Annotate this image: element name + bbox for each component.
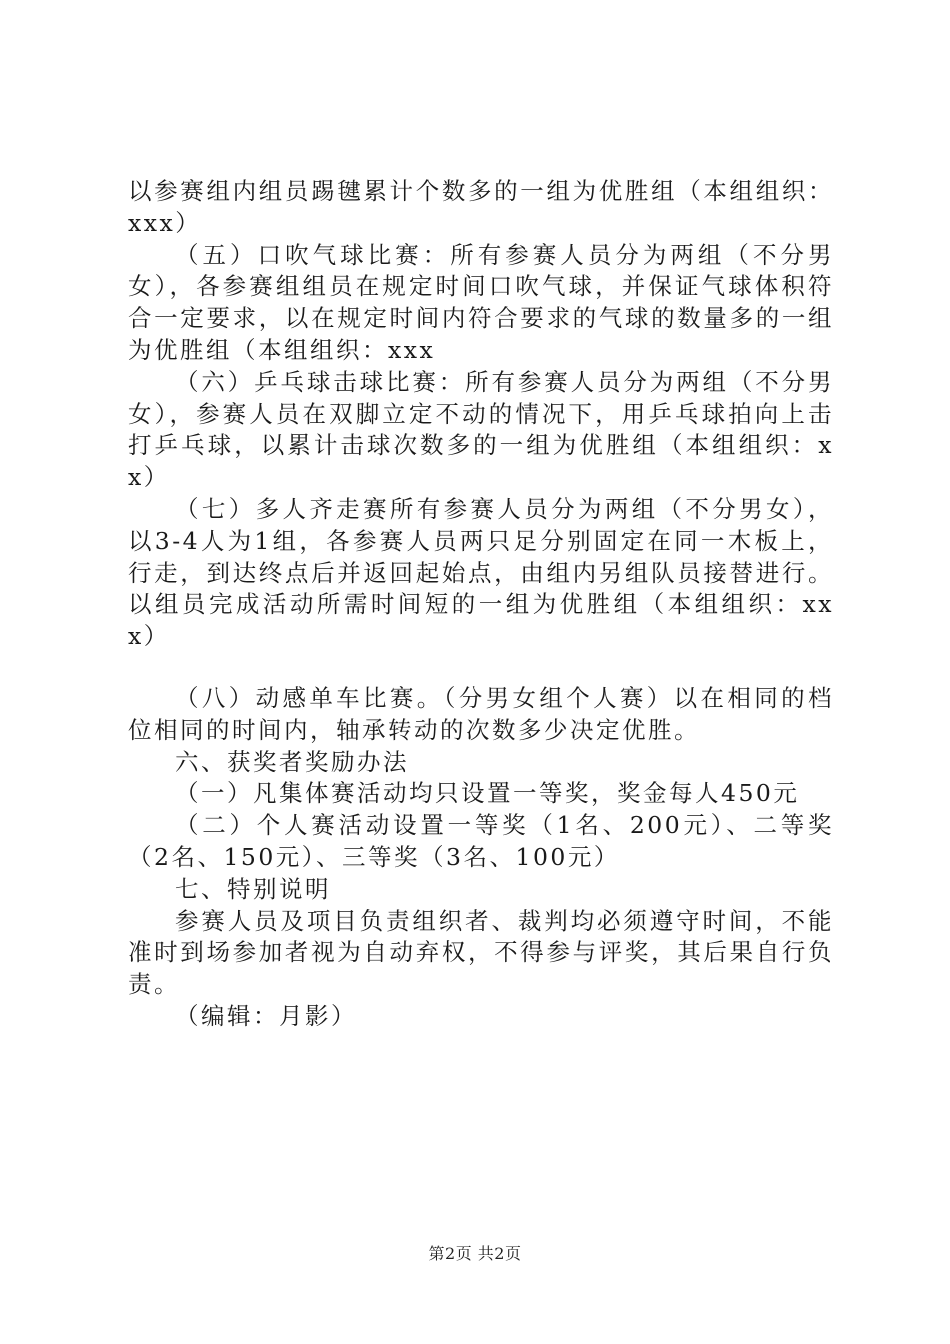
paragraph-pingpong-contest: （六）乒乓球击球比赛：所有参赛人员分为两组（不分男女），参赛人员在双脚立定不动的情况下，用乒乓球拍向上击打乒乓球，以累计击球次数多的一组为优胜组（本组组织：xx）	[128, 367, 834, 492]
paragraph-group-walk-contest: （七）多人齐走赛所有参赛人员分为两组（不分男女），以3-4人为1组，各参赛人员两只足分别固定在同一木板上，行走，到达终点后并返回起始点，由组内另组队员接替进行。以组员完成活动所需时间短的一组为优胜组（本组组织：xxx）	[128, 494, 834, 651]
paragraph-balloon-contest: （五）口吹气球比赛：所有参赛人员分为两组（不分男女），各参赛组组员在规定时间口吹气球，并保证气球体积符合一定要求，以在规定时间内符合要求的气球的数量多的一组为优胜组（本组组织：xxx	[128, 240, 834, 364]
section-7-body: 参赛人员及项目负责组织者、裁判均必须遵守时间，不能准时到场参加者视为自动弃权，不得参与评奖，其后果自行负责。	[128, 906, 834, 999]
section-7-heading: 七、特别说明	[175, 874, 331, 903]
section-6-heading: 六、获奖者奖励办法	[175, 747, 409, 776]
editor-credit: （编辑：月影）	[175, 1001, 357, 1030]
paragraph-group-continued: 以参赛组内组员踢毽累计个数多的一组为优胜组（本组组织：xxx）	[128, 177, 834, 237]
section-6-item-2: （二）个人赛活动设置一等奖（1名、200元）、二等奖（2名、150元）、三等奖（3名、100元）	[128, 811, 834, 871]
document-body	[128, 176, 834, 1033]
section-6-item-1: （一）凡集体赛活动均只设置一等奖，奖金每人450元	[175, 779, 800, 808]
page-number-footer: 第2页 共2页	[428, 1244, 522, 1263]
paragraph-spin-bike-contest: （八）动感单车比赛。（分男女组个人赛）以在相同的档位相同的时间内，轴承转动的次数多少决定优胜。	[128, 683, 834, 744]
